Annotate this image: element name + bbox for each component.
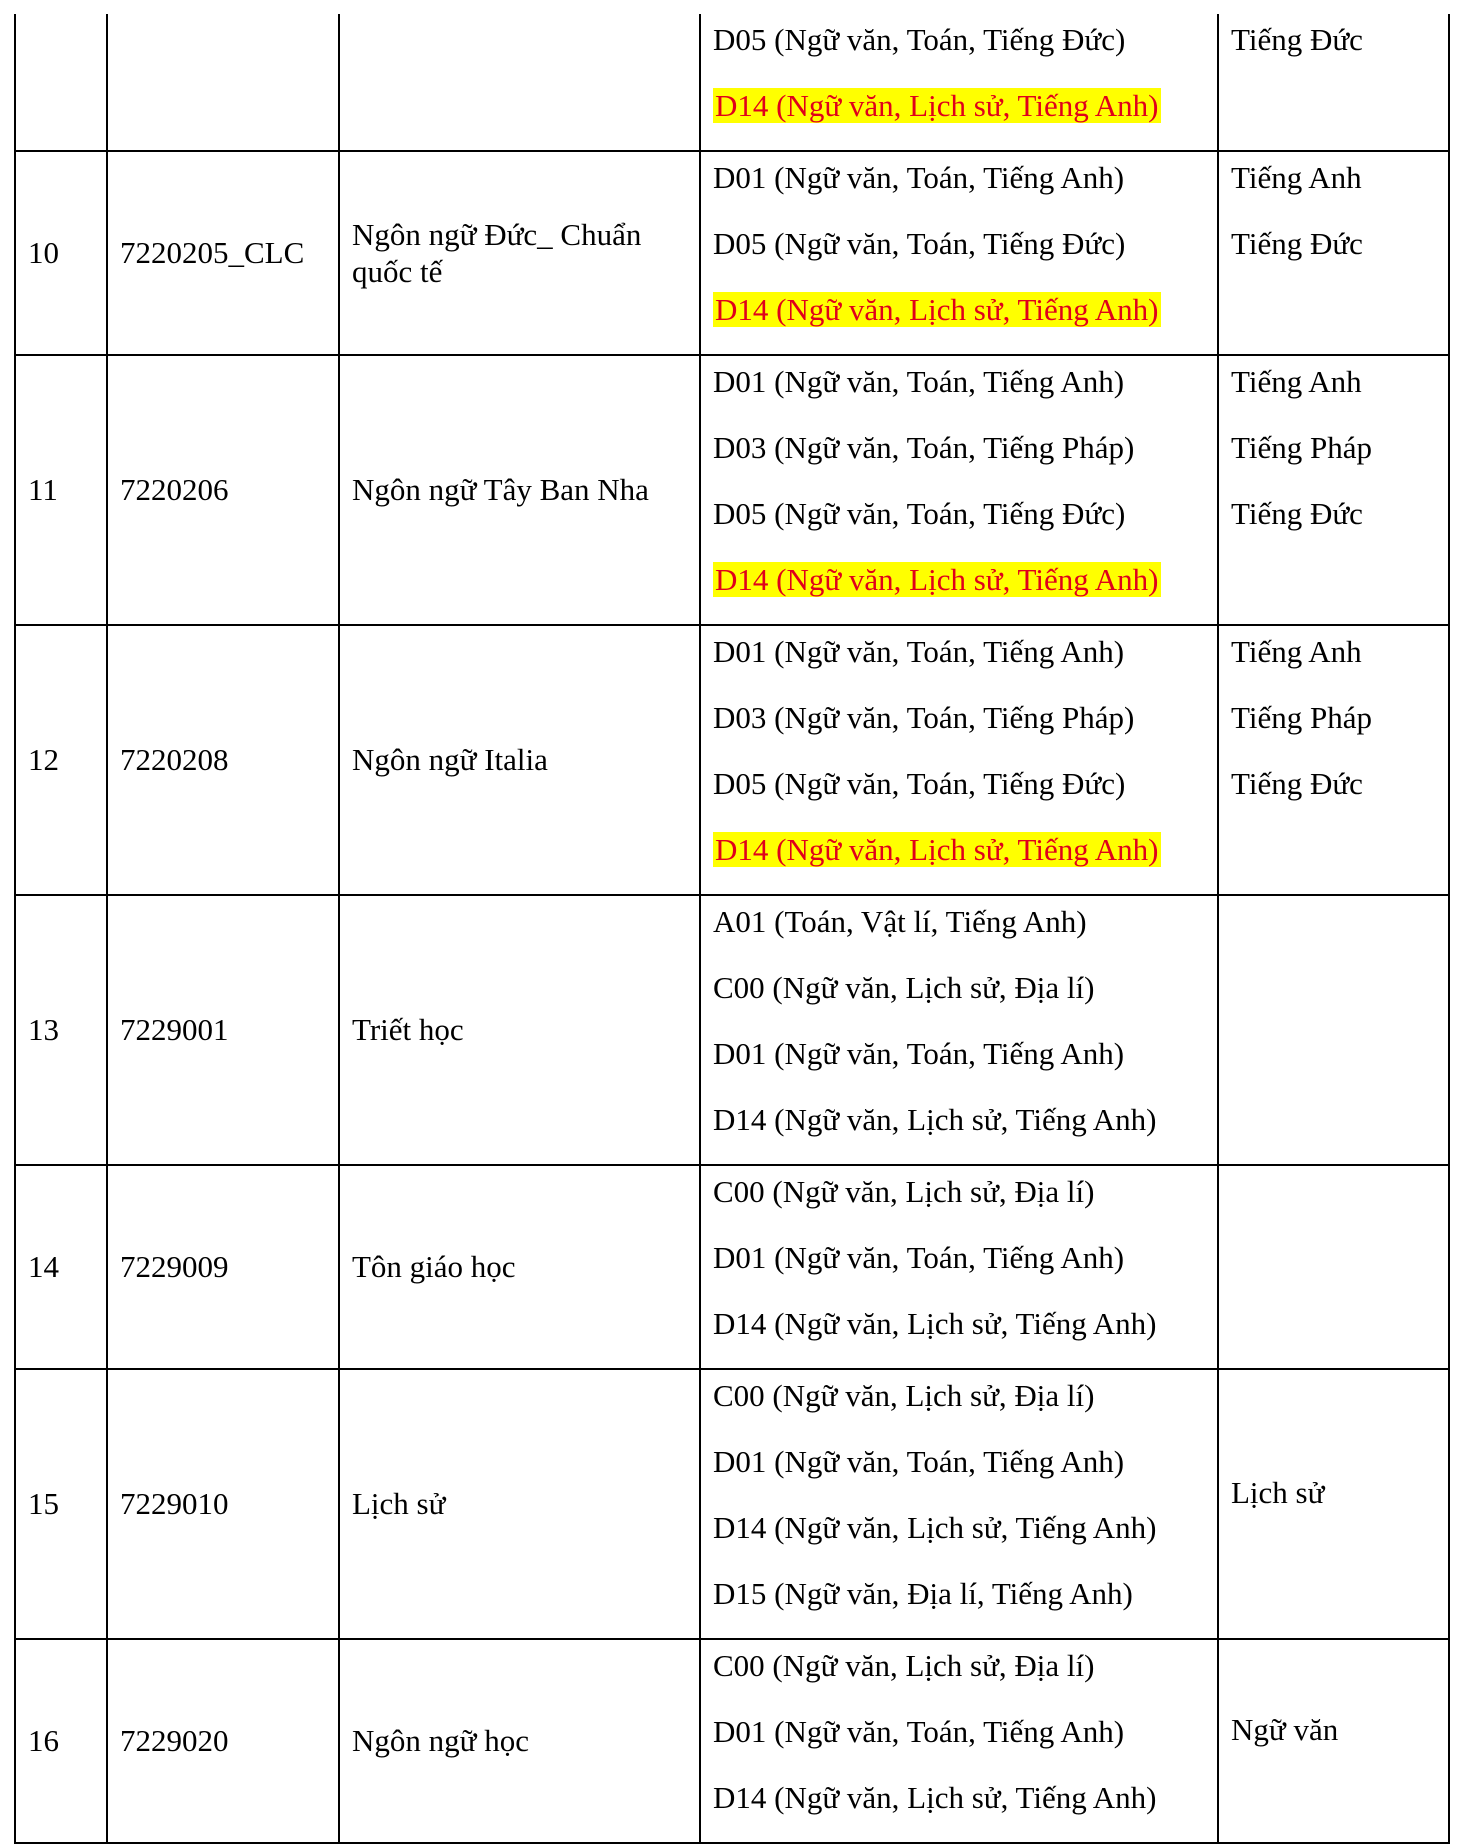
combination-text: D01 (Ngữ văn, Toán, Tiếng Anh) [713,1444,1125,1479]
combination-text: D14 (Ngữ văn, Lịch sử, Tiếng Anh) [713,1510,1157,1545]
combination-line [713,1506,1205,1572]
combination-line [713,558,1205,624]
main-subject-cell [1218,1369,1449,1639]
major-name-cell: Ngôn ngữ Tây Ban Nha [339,355,700,625]
combination-text: D14 (Ngữ văn, Lịch sử, Tiếng Anh) [713,1780,1157,1815]
subject-combinations-cell [700,1369,1218,1639]
major-name-cell: Ngôn ngữ học [339,1639,700,1843]
subject-combinations-cell [700,895,1218,1165]
combination-text: C00 (Ngữ văn, Lịch sử, Địa lí) [713,1648,1095,1683]
combination-line [713,1302,1205,1368]
main-subject-cell [1218,895,1449,1165]
row-number-cell: 16 [15,1639,107,1843]
combination-text: D05 (Ngữ văn, Toán, Tiếng Đức) [713,496,1126,531]
combination-text: D01 (Ngữ văn, Toán, Tiếng Anh) [713,1036,1125,1071]
main-subject-cell [1218,355,1449,625]
subject-combinations-cell [700,625,1218,895]
combination-text: D01 (Ngữ văn, Toán, Tiếng Anh) [713,1714,1125,1749]
row-number-cell [15,14,107,151]
combination-text: D14 (Ngữ văn, Lịch sử, Tiếng Anh) [713,1102,1157,1137]
combination-text: C00 (Ngữ văn, Lịch sử, Địa lí) [713,970,1095,1005]
main-subject-text: Tiếng Đức [1231,766,1363,801]
combination-line [713,762,1205,828]
combination-line [713,1776,1205,1842]
main-subject-cell [1218,1165,1449,1369]
combination-line [713,1440,1205,1506]
row-number-cell: 14 [15,1165,107,1369]
combination-line [713,360,1205,426]
major-code-cell: 7229009 [107,1165,339,1369]
row-number-cell: 10 [15,151,107,355]
main-subject-text: Tiếng Anh [1231,634,1362,669]
main-subject-text: Ngữ văn [1231,1712,1339,1747]
combination-line [713,156,1205,222]
major-name-cell [339,14,700,151]
major-name-cell: Tôn giáo học [339,1165,700,1369]
combination-line [713,696,1205,762]
main-subject-cell [1218,1639,1449,1843]
combination-text: A01 (Toán, Vật lí, Tiếng Anh) [713,904,1087,939]
row-number-cell: 13 [15,895,107,1165]
table-row [15,625,1449,895]
highlighted-combination: D14 (Ngữ văn, Lịch sử, Tiếng Anh) [715,292,1159,327]
combination-text: C00 (Ngữ văn, Lịch sử, Địa lí) [713,1174,1095,1209]
main-subject-text: Tiếng Pháp [1231,430,1372,465]
table-row [15,1369,1449,1639]
main-subject-cell [1218,151,1449,355]
combination-line [713,1644,1205,1710]
highlighted-combination: D14 (Ngữ văn, Lịch sử, Tiếng Anh) [715,88,1159,123]
main-subject-text: Tiếng Anh [1231,364,1362,399]
combination-line [713,492,1205,558]
combination-text: D05 (Ngữ văn, Toán, Tiếng Đức) [713,226,1126,261]
combination-text: D03 (Ngữ văn, Toán, Tiếng Pháp) [713,700,1135,735]
row-number-cell: 11 [15,355,107,625]
combination-text: D14 (Ngữ văn, Lịch sử, Tiếng Anh) [713,1306,1157,1341]
main-subject-cell [1218,14,1449,151]
table-row [15,355,1449,625]
table-row [15,14,1449,151]
major-code-cell: 7229020 [107,1639,339,1843]
main-subject-text: Tiếng Anh [1231,160,1362,195]
main-subject-text: Tiếng Đức [1231,496,1363,531]
main-subject-text: Tiếng Đức [1231,226,1363,261]
subject-combinations-cell [700,1165,1218,1369]
highlighted-combination: D14 (Ngữ văn, Lịch sử, Tiếng Anh) [715,562,1159,597]
combination-line [713,18,1205,84]
main-subject-text: Tiếng Pháp [1231,700,1372,735]
row-number-cell: 12 [15,625,107,895]
combination-text: D01 (Ngữ văn, Toán, Tiếng Anh) [713,1240,1125,1275]
combination-line [713,828,1205,894]
combination-line [713,966,1205,1032]
table-row [15,151,1449,355]
table-row [15,1639,1449,1843]
major-name-cell: Triết học [339,895,700,1165]
combination-line [713,1170,1205,1236]
major-code-cell: 7220208 [107,625,339,895]
combination-line [713,630,1205,696]
combination-text: D03 (Ngữ văn, Toán, Tiếng Pháp) [713,430,1135,465]
combination-text: D05 (Ngữ văn, Toán, Tiếng Đức) [713,22,1126,57]
combination-text: D01 (Ngữ văn, Toán, Tiếng Anh) [713,160,1125,195]
combination-line [713,222,1205,288]
combination-line [713,84,1205,150]
subject-combinations-cell [700,14,1218,151]
highlighted-combination: D14 (Ngữ văn, Lịch sử, Tiếng Anh) [715,832,1159,867]
subject-combinations-cell [700,355,1218,625]
major-code-cell: 7229001 [107,895,339,1165]
major-code-cell: 7220205_CLC [107,151,339,355]
table-row [15,895,1449,1165]
table-row [15,1165,1449,1369]
combination-line [713,1572,1205,1638]
combination-text: D01 (Ngữ văn, Toán, Tiếng Anh) [713,364,1125,399]
combination-line [713,1236,1205,1302]
subject-combinations-cell [700,1639,1218,1843]
combination-text: C00 (Ngữ văn, Lịch sử, Địa lí) [713,1378,1095,1413]
subject-combinations-cell [700,151,1218,355]
major-name-cell: Ngôn ngữ Italia [339,625,700,895]
table-body [15,14,1449,1843]
combination-text: D15 (Ngữ văn, Địa lí, Tiếng Anh) [713,1576,1133,1611]
combination-line [713,1710,1205,1776]
major-code-cell: 7220206 [107,355,339,625]
main-subject-cell [1218,625,1449,895]
combination-line [713,1374,1205,1440]
major-name-cell: Ngôn ngữ Đức_ Chuẩn quốc tế [339,151,700,355]
combination-text: D01 (Ngữ văn, Toán, Tiếng Anh) [713,634,1125,669]
major-code-cell [107,14,339,151]
admissions-table [14,14,1450,1844]
combination-line [713,1098,1205,1164]
major-code-cell: 7229010 [107,1369,339,1639]
main-subject-text: Tiếng Đức [1231,22,1363,57]
combination-line [713,426,1205,492]
row-number-cell: 15 [15,1369,107,1639]
main-subject-text: Lịch sử [1231,1475,1325,1510]
combination-text: D05 (Ngữ văn, Toán, Tiếng Đức) [713,766,1126,801]
combination-line [713,1032,1205,1098]
major-name-cell: Lịch sử [339,1369,700,1639]
combination-line [713,288,1205,354]
combination-line [713,900,1205,966]
